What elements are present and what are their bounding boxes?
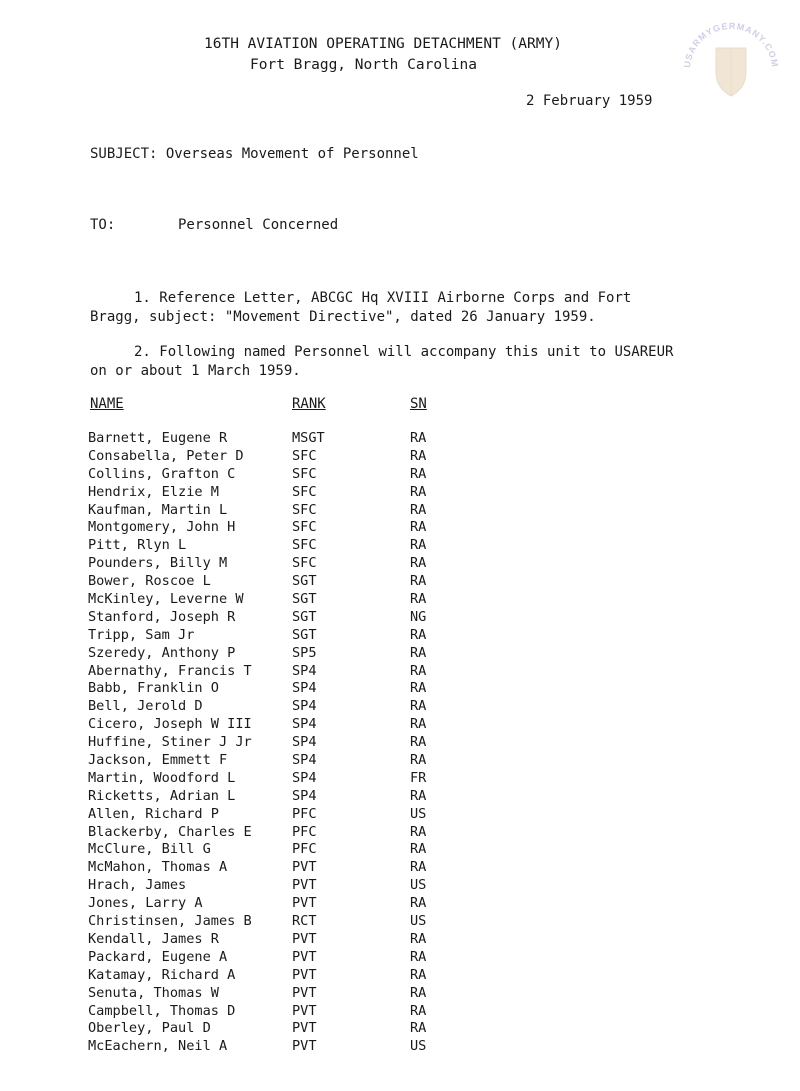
roster-row (0, 484, 800, 502)
personnel-rank: SP4 (292, 680, 317, 697)
personnel-sn: RA (410, 591, 427, 608)
personnel-name: Oberley, Paul D (88, 1020, 211, 1037)
roster-row (0, 519, 800, 537)
personnel-rank: PFC (292, 823, 317, 840)
roster-row (0, 627, 800, 645)
personnel-name: Cicero, Joseph W III (88, 716, 252, 733)
personnel-rank: PVT (292, 1020, 317, 1037)
roster-row (0, 895, 800, 913)
roster-row (0, 949, 800, 967)
personnel-rank: PVT (292, 1002, 317, 1019)
personnel-sn: RA (410, 930, 427, 947)
personnel-rank: SP4 (292, 662, 317, 679)
personnel-rank: MSGT (292, 430, 325, 446)
roster-row (0, 967, 800, 985)
personnel-name: Packard, Eugene A (88, 948, 228, 965)
roster-row (0, 788, 800, 806)
personnel-name: Bell, Jerold D (88, 698, 203, 715)
personnel-rank: PVT (292, 1038, 317, 1055)
personnel-sn: RA (410, 430, 427, 446)
personnel-name: Pounders, Billy M (88, 555, 228, 572)
personnel-sn: RA (410, 984, 427, 1001)
personnel-rank: PVT (292, 966, 317, 983)
subject-line: SUBJECT: Overseas Movement of Personnel (90, 146, 419, 162)
personnel-rank: SFC (292, 501, 317, 518)
roster-row (0, 698, 800, 716)
personnel-sn: RA (410, 895, 427, 912)
paragraph-text: Reference Letter, ABCGC Hq XVIII Airborne Corps and Fort Bragg, subject: "Movement Directive", dated 26 January 1959. (90, 290, 632, 325)
personnel-name: Katamay, Richard A (88, 966, 236, 983)
personnel-name: Campbell, Thomas D (88, 1002, 236, 1019)
personnel-rank: SGT (292, 608, 317, 625)
personnel-rank: SFC (292, 447, 317, 464)
personnel-rank: PFC (292, 841, 317, 858)
roster-row (0, 734, 800, 752)
personnel-name: Stanford, Joseph R (88, 608, 236, 625)
letter-date: 2 February 1959 (526, 93, 653, 109)
personnel-rank: SP4 (292, 734, 317, 751)
roster-row (0, 806, 800, 824)
personnel-rank: PVT (292, 895, 317, 912)
personnel-sn: RA (410, 716, 427, 733)
personnel-sn: US (410, 805, 427, 822)
roster-row (0, 752, 800, 770)
personnel-sn: RA (410, 519, 427, 536)
personnel-sn: RA (410, 841, 427, 858)
personnel-rank: SP4 (292, 787, 317, 804)
personnel-sn: RA (410, 537, 427, 554)
personnel-name: Jackson, Emmett F (88, 752, 228, 769)
personnel-name: Kaufman, Martin L (88, 501, 228, 518)
personnel-name: Blackerby, Charles E (88, 823, 252, 840)
personnel-sn: RA (410, 966, 427, 983)
roster-row (0, 1020, 800, 1038)
watermark-logo (676, 10, 786, 120)
personnel-sn: RA (410, 859, 427, 876)
personnel-sn: RA (410, 555, 427, 572)
personnel-sn: RA (410, 465, 427, 482)
personnel-name: McMahon, Thomas A (88, 859, 228, 876)
paragraph-number: 2. (134, 344, 151, 360)
personnel-name: Collins, Grafton C (88, 465, 236, 482)
personnel-sn: RA (410, 626, 427, 643)
roster-row (0, 985, 800, 1003)
personnel-name: Senuta, Thomas W (88, 984, 219, 1001)
personnel-name: McClure, Bill G (88, 841, 211, 858)
personnel-sn: RA (410, 734, 427, 751)
personnel-rank: SFC (292, 483, 317, 500)
roster-row (0, 1038, 800, 1056)
roster-row (0, 502, 800, 520)
personnel-rank: SFC (292, 465, 317, 482)
personnel-sn: RA (410, 573, 427, 590)
personnel-name: McEachern, Neil A (88, 1038, 228, 1055)
personnel-sn: US (410, 877, 427, 894)
personnel-sn: RA (410, 483, 427, 500)
personnel-sn: RA (410, 662, 427, 679)
roster-row (0, 555, 800, 573)
unit-location: Fort Bragg, North Carolina (250, 57, 477, 73)
to-label: TO: (90, 217, 116, 233)
roster-row (0, 716, 800, 734)
personnel-sn: RA (410, 752, 427, 769)
personnel-name: Hrach, James (88, 877, 187, 894)
personnel-rank: PVT (292, 948, 317, 965)
personnel-sn: RA (410, 447, 427, 464)
roster-row (0, 680, 800, 698)
personnel-sn: RA (410, 948, 427, 965)
personnel-sn: RA (410, 680, 427, 697)
personnel-name: Abernathy, Francis T (88, 662, 252, 679)
roster-row (0, 573, 800, 591)
roster-row (0, 448, 800, 466)
personnel-name: Bower, Roscoe L (88, 573, 211, 590)
personnel-sn: RA (410, 501, 427, 518)
personnel-sn: RA (410, 787, 427, 804)
roster-row (0, 663, 800, 681)
personnel-rank: SP4 (292, 752, 317, 769)
personnel-name: Christinsen, James B (88, 913, 252, 930)
personnel-name: Babb, Franklin O (88, 680, 219, 697)
column-header-name: NAME (90, 396, 124, 412)
personnel-name: Barnett, Eugene R (88, 430, 228, 446)
personnel-name: Jones, Larry A (88, 895, 203, 912)
roster-row (0, 1003, 800, 1021)
personnel-name: Huffine, Stiner J Jr (88, 734, 252, 751)
roster-row (0, 466, 800, 484)
personnel-rank: SFC (292, 555, 317, 572)
personnel-roster (0, 430, 800, 1056)
personnel-name: Allen, Richard P (88, 805, 219, 822)
personnel-name: Montgomery, John H (88, 519, 236, 536)
paragraph-2 (90, 343, 690, 381)
personnel-sn: RA (410, 823, 427, 840)
roster-row (0, 859, 800, 877)
personnel-name: Consabella, Peter D (88, 447, 244, 464)
personnel-name: Ricketts, Adrian L (88, 787, 236, 804)
personnel-name: Martin, Woodford L (88, 769, 236, 786)
roster-row (0, 591, 800, 609)
personnel-rank: SFC (292, 519, 317, 536)
personnel-sn: RA (410, 644, 427, 661)
unit-heading: 16TH AVIATION OPERATING DETACHMENT (ARMY) (204, 36, 562, 52)
personnel-rank: PVT (292, 984, 317, 1001)
personnel-sn: US (410, 1038, 427, 1055)
personnel-rank: SGT (292, 591, 317, 608)
roster-row (0, 841, 800, 859)
personnel-name: Hendrix, Elzie M (88, 483, 219, 500)
personnel-name: Tripp, Sam Jr (88, 626, 195, 643)
column-header-sn: SN (410, 396, 427, 412)
personnel-rank: SP4 (292, 716, 317, 733)
personnel-rank: PFC (292, 805, 317, 822)
to-value: Personnel Concerned (178, 217, 339, 233)
personnel-rank: PVT (292, 877, 317, 894)
roster-row (0, 537, 800, 555)
personnel-sn: US (410, 913, 427, 930)
paragraph-text: Following named Personnel will accompany this unit to USAREUR on or about 1 March 1959. (90, 344, 674, 379)
paragraph-1 (90, 289, 690, 327)
roster-row (0, 877, 800, 895)
personnel-sn: NG (410, 608, 427, 625)
personnel-rank: PVT (292, 859, 317, 876)
personnel-rank: RCT (292, 913, 317, 930)
personnel-rank: SGT (292, 626, 317, 643)
watermark-text: USARMYGERMANY.COM (681, 20, 781, 69)
personnel-sn: FR (410, 769, 427, 786)
personnel-sn: RA (410, 698, 427, 715)
personnel-sn: RA (410, 1020, 427, 1037)
personnel-sn: RA (410, 1002, 427, 1019)
roster-row (0, 931, 800, 949)
personnel-name: Pitt, Rlyn L (88, 537, 187, 554)
personnel-rank: SFC (292, 537, 317, 554)
roster-row (0, 609, 800, 627)
personnel-rank: SGT (292, 573, 317, 590)
column-header-rank: RANK (292, 396, 326, 412)
personnel-rank: SP4 (292, 769, 317, 786)
personnel-rank: PVT (292, 930, 317, 947)
roster-row (0, 913, 800, 931)
roster-row (0, 770, 800, 788)
personnel-name: McKinley, Leverne W (88, 591, 244, 608)
personnel-name: Kendall, James R (88, 930, 219, 947)
personnel-rank: SP5 (292, 644, 317, 661)
personnel-rank: SP4 (292, 698, 317, 715)
paragraph-number: 1. (134, 290, 151, 306)
personnel-name: Szeredy, Anthony P (88, 644, 236, 661)
roster-row (0, 430, 800, 448)
roster-row (0, 824, 800, 842)
roster-row (0, 645, 800, 663)
